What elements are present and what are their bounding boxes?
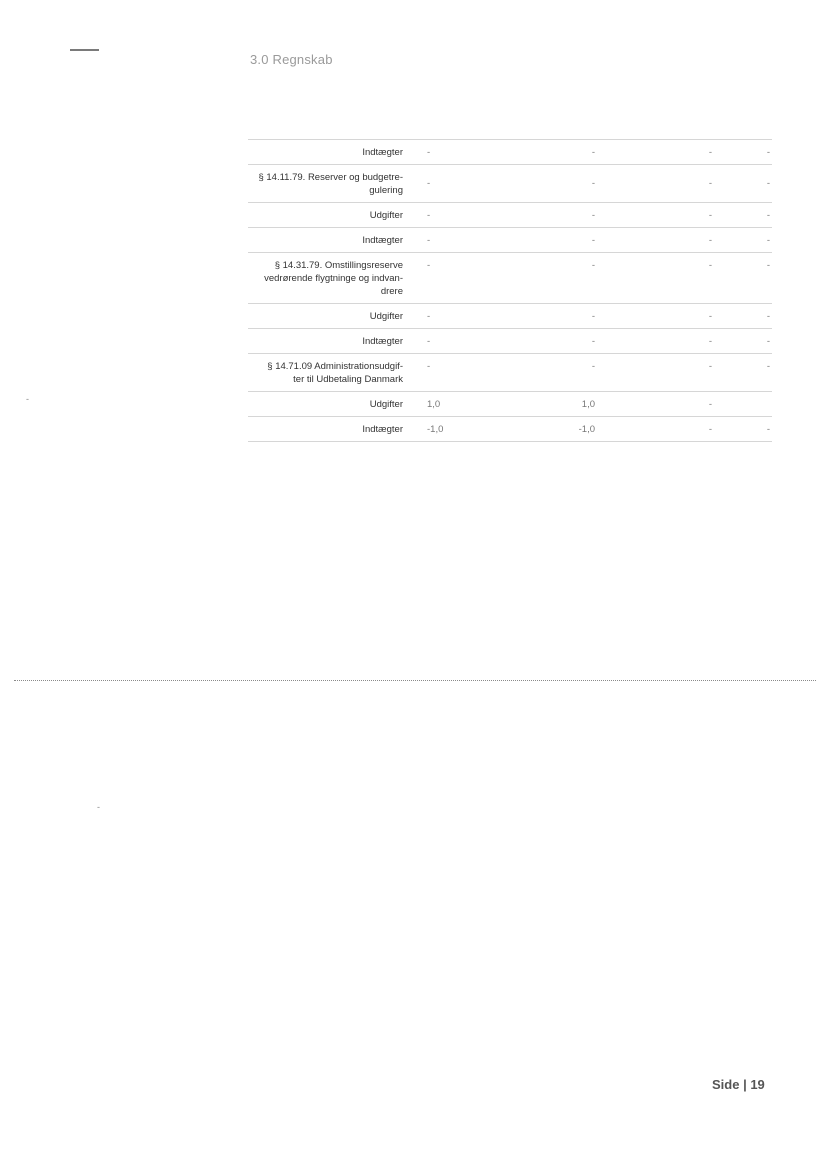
value-cell: - [427,336,431,347]
budget-table [248,139,772,442]
value-cell: -1,0 [427,424,444,435]
value-cell: - [591,147,595,158]
value-cell: - [427,311,431,322]
value-cell: - [708,311,712,322]
value-cell: - [708,336,712,347]
row-label: Indtægter [362,147,403,158]
value-cell: - [708,147,712,158]
value-cell: 1,0 [427,399,441,410]
value-cell: - [766,178,770,189]
value-cell: - [591,336,595,347]
row-label: § 14.11.79. Reserver og budgetre- gulering [258,172,403,196]
table-row [248,304,772,329]
row-label: Indtægter [362,424,403,435]
value-cell: - [766,336,770,347]
table-row [248,203,772,228]
value-cell: - [591,311,595,322]
row-label: Indtægter [362,336,403,347]
value-cell: - [708,399,712,410]
value-cell: - [766,210,770,221]
table-row [248,165,772,203]
value-cell: - [766,424,770,435]
value-cell: - [708,260,712,271]
value-cell: - [427,361,431,372]
value-cell: - [766,235,770,246]
table-row [248,329,772,354]
table-row [248,392,772,417]
value-cell: - [708,178,712,189]
table-row [248,253,772,304]
table-row [248,354,772,392]
table-row [248,417,772,442]
value-cell: - [591,260,595,271]
table-row [248,228,772,253]
page-number: Side | 19 [712,1077,765,1092]
header-rule [70,49,99,51]
stray-dash-mark: - [97,802,100,812]
section-title: 3.0 Regnskab [250,52,333,67]
value-cell: - [708,235,712,246]
value-cell: - [427,210,431,221]
value-cell: - [708,361,712,372]
value-cell: - [427,147,431,158]
value-cell: - [591,210,595,221]
value-cell: - [766,147,770,158]
row-label: Udgifter [369,311,403,322]
page-divider [14,680,816,681]
value-cell: - [766,311,770,322]
value-cell: - [766,361,770,372]
table-row [248,140,772,165]
row-label: Udgifter [369,399,403,410]
row-label: § 14.71.09 Administrationsudgif- ter til Udbetaling Danmark [267,361,403,385]
value-cell: -1,0 [578,424,595,435]
value-cell: - [591,235,595,246]
value-cell: - [708,424,712,435]
row-label: Udgifter [369,210,403,221]
stray-dash-mark: - [26,394,29,404]
value-cell: - [766,260,770,271]
value-cell: - [591,361,595,372]
value-cell: - [427,260,431,271]
value-cell: 1,0 [581,399,595,410]
value-cell: - [591,178,595,189]
value-cell [720,392,772,416]
row-label: Indtægter [362,235,403,246]
row-label: § 14.31.79. Omstillingsreserve vedrørende flygtninge og indvan- drere [264,260,403,297]
value-cell: - [427,178,431,189]
value-cell: - [708,210,712,221]
value-cell: - [427,235,431,246]
